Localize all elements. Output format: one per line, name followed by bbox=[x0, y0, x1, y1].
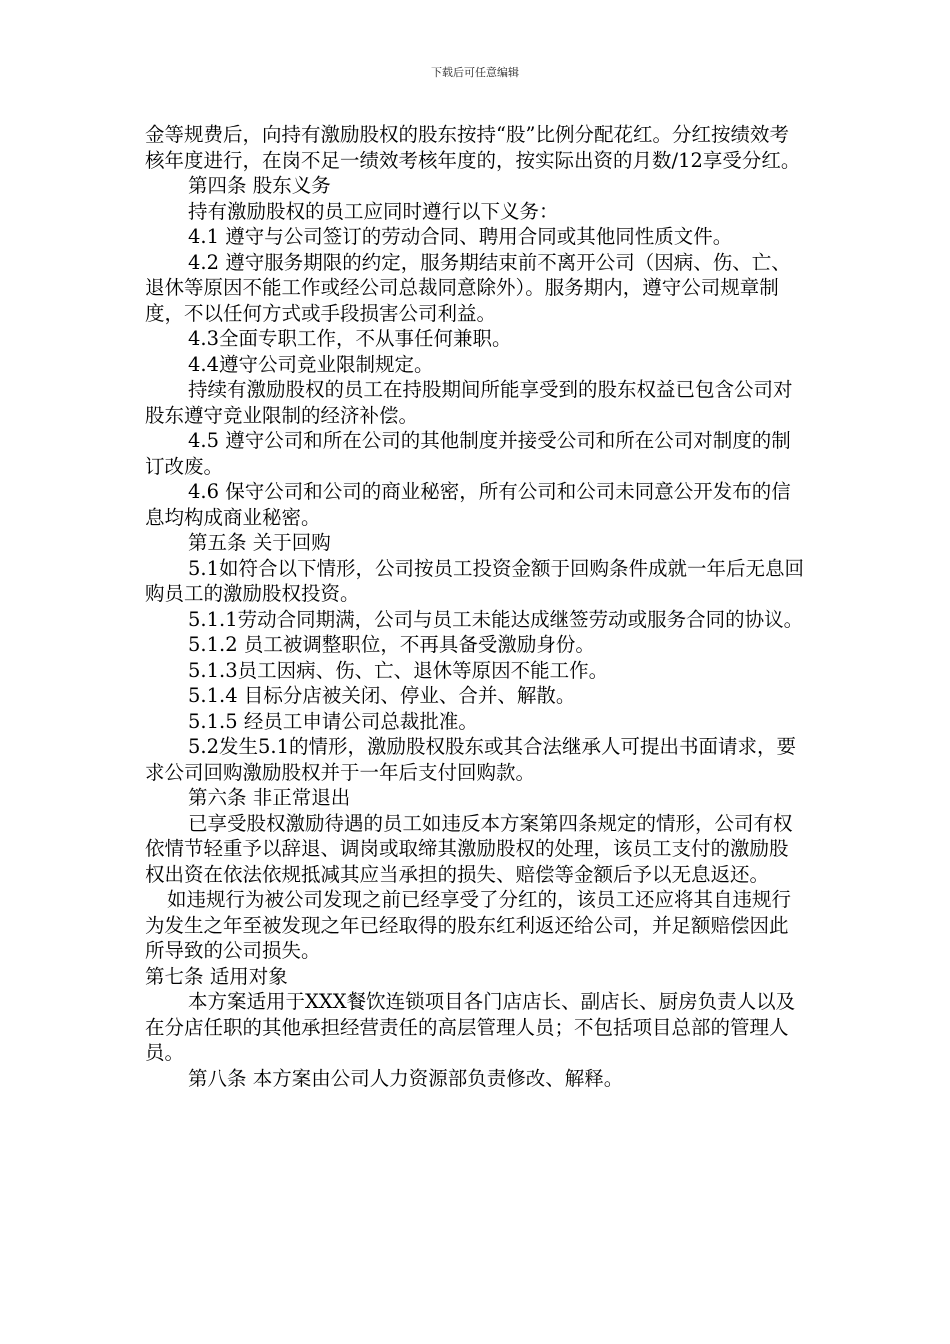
paragraph: 第七条 适用对象 bbox=[145, 964, 288, 988]
paragraph: 5.1如符合以下情形，公司按员工投资金额于回购条件成就一年后无息回购员工的激励股权投资。 bbox=[145, 556, 805, 605]
paragraph: 第五条 关于回购 bbox=[188, 531, 331, 554]
paragraph: 4.5 遵守公司和所在公司的其他制度并接受公司和所在公司对制度的制订改废。 bbox=[145, 429, 791, 478]
paragraph: 金等规费后，向持有激励股权的股东按持“股”比例分配花红。分红按绩效考核年度进行，在岗不足一绩效考核年度的，按实际出资的月数/12享受分红。 bbox=[145, 123, 801, 172]
paragraph: 4.1 遵守与公司签订的劳动合同、聘用合同或其他同性质文件。 bbox=[188, 225, 733, 248]
paragraph: 持有激励股权的员工应同时遵行以下义务： bbox=[188, 199, 559, 223]
page-header: 下载后可任意编辑 bbox=[431, 66, 519, 79]
paragraph: 4.3全面专职工作，不从事任何兼职。 bbox=[188, 327, 512, 350]
paragraph: 5.1.2 员工被调整职位，不再具备受激励身份。 bbox=[188, 633, 595, 656]
paragraph: 第八条 本方案由公司人力资源部负责修改、解释。 bbox=[188, 1066, 624, 1090]
paragraph: 持续有激励股权的员工在持股期间所能享受到的股东权益已包含公司对股东遵守竞业限制的经济补偿。 bbox=[145, 378, 793, 427]
paragraph: 第六条 非正常退出 bbox=[188, 786, 351, 809]
paragraph: 4.4遵守公司竞业限制规定。 bbox=[188, 352, 434, 376]
document-body bbox=[145, 122, 805, 1091]
paragraph: 已享受股权激励待遇的员工如违反本方案第四条规定的情形，公司有权依情节轻重予以辞退、调岗或取缔其激励股权的处理，该员工支付的激励股权出资在依法依规抵减其应当承担的损失、赔偿等金额后予以无息返还。 bbox=[145, 811, 793, 886]
paragraph: 本方案适用于XXX餐饮连锁项目各门店店长、副店长、厨房负责人以及在分店任职的其他承担经营责任的高层管理人员；不包括项目总部的管理人员。 bbox=[145, 990, 796, 1064]
paragraph: 5.2发生5.1的情形，激励股权股东或其合法继承人可提出书面请求，要求公司回购激励股权并于一年后支付回购款。 bbox=[145, 735, 797, 784]
paragraph: 4.2 遵守服务期限的约定，服务期结束前不离开公司（因病、伤、亡、退休等原因不能工作或经公司总裁同意除外）。服务期内，遵守公司规章制度，不以任何方式或手段损害公司利益。 bbox=[145, 250, 791, 325]
paragraph: 5.1.3员工因病、伤、亡、退休等原因不能工作。 bbox=[188, 658, 609, 682]
paragraph: 4.6 保守公司和公司的商业秘密，所有公司和公司未同意公开发布的信息均构成商业秘密。 bbox=[145, 480, 791, 529]
paragraph: 第四条 股东义务 bbox=[188, 174, 331, 197]
paragraph: 5.1.5 经员工申请公司总裁批准。 bbox=[188, 709, 478, 733]
paragraph: 5.1.1劳动合同期满，公司与员工未能达成继签劳动或服务合同的协议。 bbox=[188, 607, 804, 631]
paragraph: 5.1.4 目标分店被关闭、停业、合并、解散。 bbox=[188, 684, 576, 707]
paragraph: 如违规行为被公司发现之前已经享受了分红的，该员工还应将其自违规行为发生之年至被发现之年已经取得的股东红利返还给公司，并足额赔偿因此所导致的公司损失。 bbox=[145, 888, 792, 962]
